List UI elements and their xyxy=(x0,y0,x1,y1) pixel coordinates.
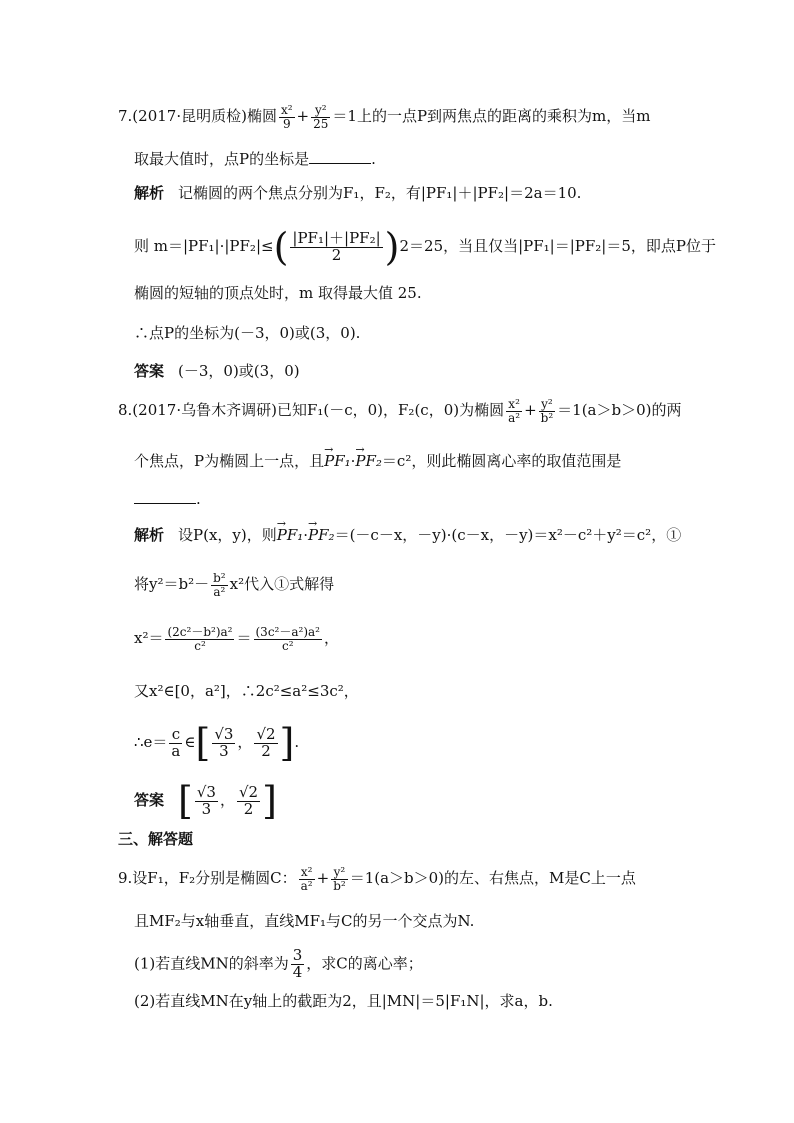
q7-fraction-x xyxy=(279,104,295,130)
analysis-text: 则 m＝|PF₁|·|PF₂|≤ xyxy=(134,237,274,255)
fraction-denominator: 3 xyxy=(201,799,212,818)
right-bracket: ] xyxy=(279,721,295,765)
fraction-denominator: c² xyxy=(281,638,294,653)
fraction-denominator: a² xyxy=(300,878,313,893)
q9-part1-text: ，求C的离心率； xyxy=(306,954,423,973)
q8-suffix: ＝1(a＞b＞0)的两 xyxy=(557,401,682,420)
fraction-denominator: a² xyxy=(508,410,521,425)
analysis-text: 椭圆的短轴的顶点处时，m 取得最大值 25. xyxy=(134,284,422,302)
q8-question-text: ＝c²，则此椭圆离心率的取值范围是 xyxy=(381,452,622,470)
fraction-numerator: y² xyxy=(331,866,348,880)
q7-analysis-fraction xyxy=(290,228,382,264)
equals-sign: ＝ xyxy=(236,629,252,648)
fraction-numerator: (2c²－b²)a² xyxy=(167,625,233,639)
answer-upper-fraction xyxy=(237,782,260,818)
analysis-text: 2＝25，当且仅当|PF₁|＝|PF₂|＝5，即点P位于 xyxy=(399,237,716,255)
fraction-numerator: b² xyxy=(213,571,226,585)
fraction-denominator: 2 xyxy=(331,245,342,264)
fraction-numerator: y² xyxy=(311,104,330,118)
plus-sign: + xyxy=(296,107,310,126)
q9-question-text: 且MF₂与x轴垂直，直线MF₁与C的另一个交点为N. xyxy=(134,912,475,930)
left-bracket: [ xyxy=(178,779,193,823)
fraction-denominator: 9 xyxy=(282,116,291,131)
analysis-text: ＝(－c－x，－y)·(c－x，－y)＝x²－c²＋y²＝c²，① xyxy=(334,526,682,544)
vector-pf2: → PF₂ xyxy=(308,524,335,546)
q8-analysis-line2 xyxy=(134,572,334,598)
fraction-denominator: b² xyxy=(540,410,554,425)
q7-analysis-line1 xyxy=(134,182,581,204)
q7-suffix: ＝1上的一点P到两焦点的距离的乘积为m，当m xyxy=(332,107,651,126)
q8-line3 xyxy=(134,488,201,510)
q7-line2 xyxy=(134,148,376,170)
q9-part2 xyxy=(134,990,553,1012)
fraction-denominator: 3 xyxy=(219,741,229,760)
fraction-denominator: 2 xyxy=(261,741,271,760)
fraction-denominator: 4 xyxy=(292,962,303,981)
fraction-numerator: x² xyxy=(299,866,315,880)
fraction-numerator: √2 xyxy=(256,724,276,743)
right-paren: ) xyxy=(384,225,400,269)
fraction-numerator: x² xyxy=(506,398,522,412)
analysis-text: ∴点P的坐标为(－3，0)或(3，0). xyxy=(134,324,361,342)
q9-part1 xyxy=(134,948,423,981)
q7-answer xyxy=(134,360,300,382)
q7-analysis-line2 xyxy=(134,225,716,269)
q9-part1-text: (1)若直线MN的斜率为 xyxy=(134,954,289,973)
answer-blank xyxy=(309,149,371,164)
fraction-denominator: a xyxy=(171,741,181,760)
q8-fraction-x xyxy=(506,398,522,424)
q9-line2 xyxy=(134,910,474,932)
q9-fraction-y xyxy=(331,866,348,892)
fraction-denominator: 2 xyxy=(243,799,254,818)
q8-answer xyxy=(134,779,277,823)
answer-blank xyxy=(134,489,196,504)
q8-analysis-line1 xyxy=(134,524,681,546)
q8-analysis-fraction-2 xyxy=(254,626,322,652)
answer-lower-fraction xyxy=(195,782,218,818)
analysis-label: 解析 xyxy=(134,184,165,202)
analysis-text: x²＝ xyxy=(134,629,164,648)
q8-analysis-line4 xyxy=(134,680,359,702)
comma: ， xyxy=(219,791,235,809)
left-bracket: [ xyxy=(195,721,211,765)
comma: ， xyxy=(237,733,253,751)
q9-line1 xyxy=(118,866,636,892)
analysis-text: 设P(x，y)，则 xyxy=(178,526,277,544)
period: . xyxy=(196,490,201,508)
fraction-numerator: √2 xyxy=(238,782,259,801)
q8-analysis-line3 xyxy=(134,626,339,652)
analysis-text: 记椭圆的两个焦点分别为F₁，F₂，有|PF₁|＋|PF₂|＝2a＝10. xyxy=(178,184,582,202)
q8-analysis-line5 xyxy=(134,721,300,765)
q7-line1 xyxy=(118,104,651,130)
fraction-numerator: 3 xyxy=(292,946,303,964)
analysis-label: 解析 xyxy=(134,526,165,544)
q8-line1 xyxy=(118,398,682,424)
vector-pf1: → PF₁ xyxy=(277,524,304,546)
analysis-text: ∴e＝ xyxy=(134,733,168,751)
answer-text: (－3，0)或(3，0) xyxy=(178,362,300,380)
vector-pf2: → PF₂ xyxy=(355,450,382,472)
element-of-sign: ∈ xyxy=(184,733,196,751)
period: . xyxy=(371,150,376,168)
analysis-text: 又x²∈[0，a²]，∴2c²≤a²≤3c²， xyxy=(134,682,359,700)
fraction-numerator: √3 xyxy=(196,782,216,801)
left-paren: ( xyxy=(273,225,289,269)
fraction-numerator: |PF₁|＋|PF₂| xyxy=(292,228,381,247)
period: . xyxy=(294,733,300,751)
q9-suffix: ＝1(a＞b＞0)的左、右焦点，M是C上一点 xyxy=(349,869,636,888)
plus-sign: + xyxy=(316,869,330,888)
right-bracket: ] xyxy=(262,779,277,823)
slope-fraction xyxy=(291,948,305,981)
section-heading: 三、解答题 xyxy=(118,830,194,848)
answer-label: 答案 xyxy=(134,362,165,380)
dot-operator: · xyxy=(350,452,356,470)
q7-analysis-line3 xyxy=(134,282,422,304)
q8-e-fraction xyxy=(169,724,182,760)
analysis-text: 将y²＝b²－ xyxy=(134,575,210,594)
fraction-numerator: y² xyxy=(539,398,556,412)
q8-question-text: 个焦点，P为椭圆上一点，且 xyxy=(134,452,325,470)
fraction-denominator: b² xyxy=(333,878,346,893)
q7-analysis-line4 xyxy=(134,322,360,344)
fraction-denominator: a² xyxy=(213,584,226,599)
fraction-numerator: x² xyxy=(280,103,293,117)
q7-question-text: 取最大值时，点P的坐标是 xyxy=(134,150,310,168)
range-lower-fraction xyxy=(212,724,235,760)
comma: ， xyxy=(323,629,339,648)
q8-analysis-fraction-b-over-a xyxy=(211,572,228,598)
vector-pf1: → PF₁ xyxy=(324,450,351,472)
q7-fraction-y xyxy=(311,104,330,130)
q9-fraction-x xyxy=(299,866,315,892)
fraction-numerator: (3c²－a²)a² xyxy=(255,625,320,639)
dot-operator: · xyxy=(303,526,309,544)
range-upper-fraction xyxy=(254,724,277,760)
q9-part2-text: (2)若直线MN在y轴上的截距为2，且|MN|＝5|F₁N|，求a，b. xyxy=(134,992,553,1010)
answer-label: 答案 xyxy=(134,791,165,809)
fraction-numerator: √3 xyxy=(214,724,234,743)
q9-prefix: 9.设F₁，F₂分别是椭圆C： xyxy=(118,869,297,888)
q7-prefix: 7.(2017·昆明质检)椭圆 xyxy=(118,107,277,126)
plus-sign: + xyxy=(524,401,537,420)
analysis-text: x²代入①式解得 xyxy=(229,575,335,594)
fraction-denominator: 25 xyxy=(313,116,329,131)
q8-fraction-y xyxy=(539,398,556,424)
q8-analysis-fraction-1 xyxy=(165,626,234,652)
fraction-denominator: c² xyxy=(194,638,206,653)
q8-line2 xyxy=(134,450,621,472)
fraction-numerator: c xyxy=(169,727,182,744)
q8-prefix: 8.(2017·乌鲁木齐调研)已知F₁(－c，0)，F₂(c，0)为椭圆 xyxy=(118,401,505,420)
